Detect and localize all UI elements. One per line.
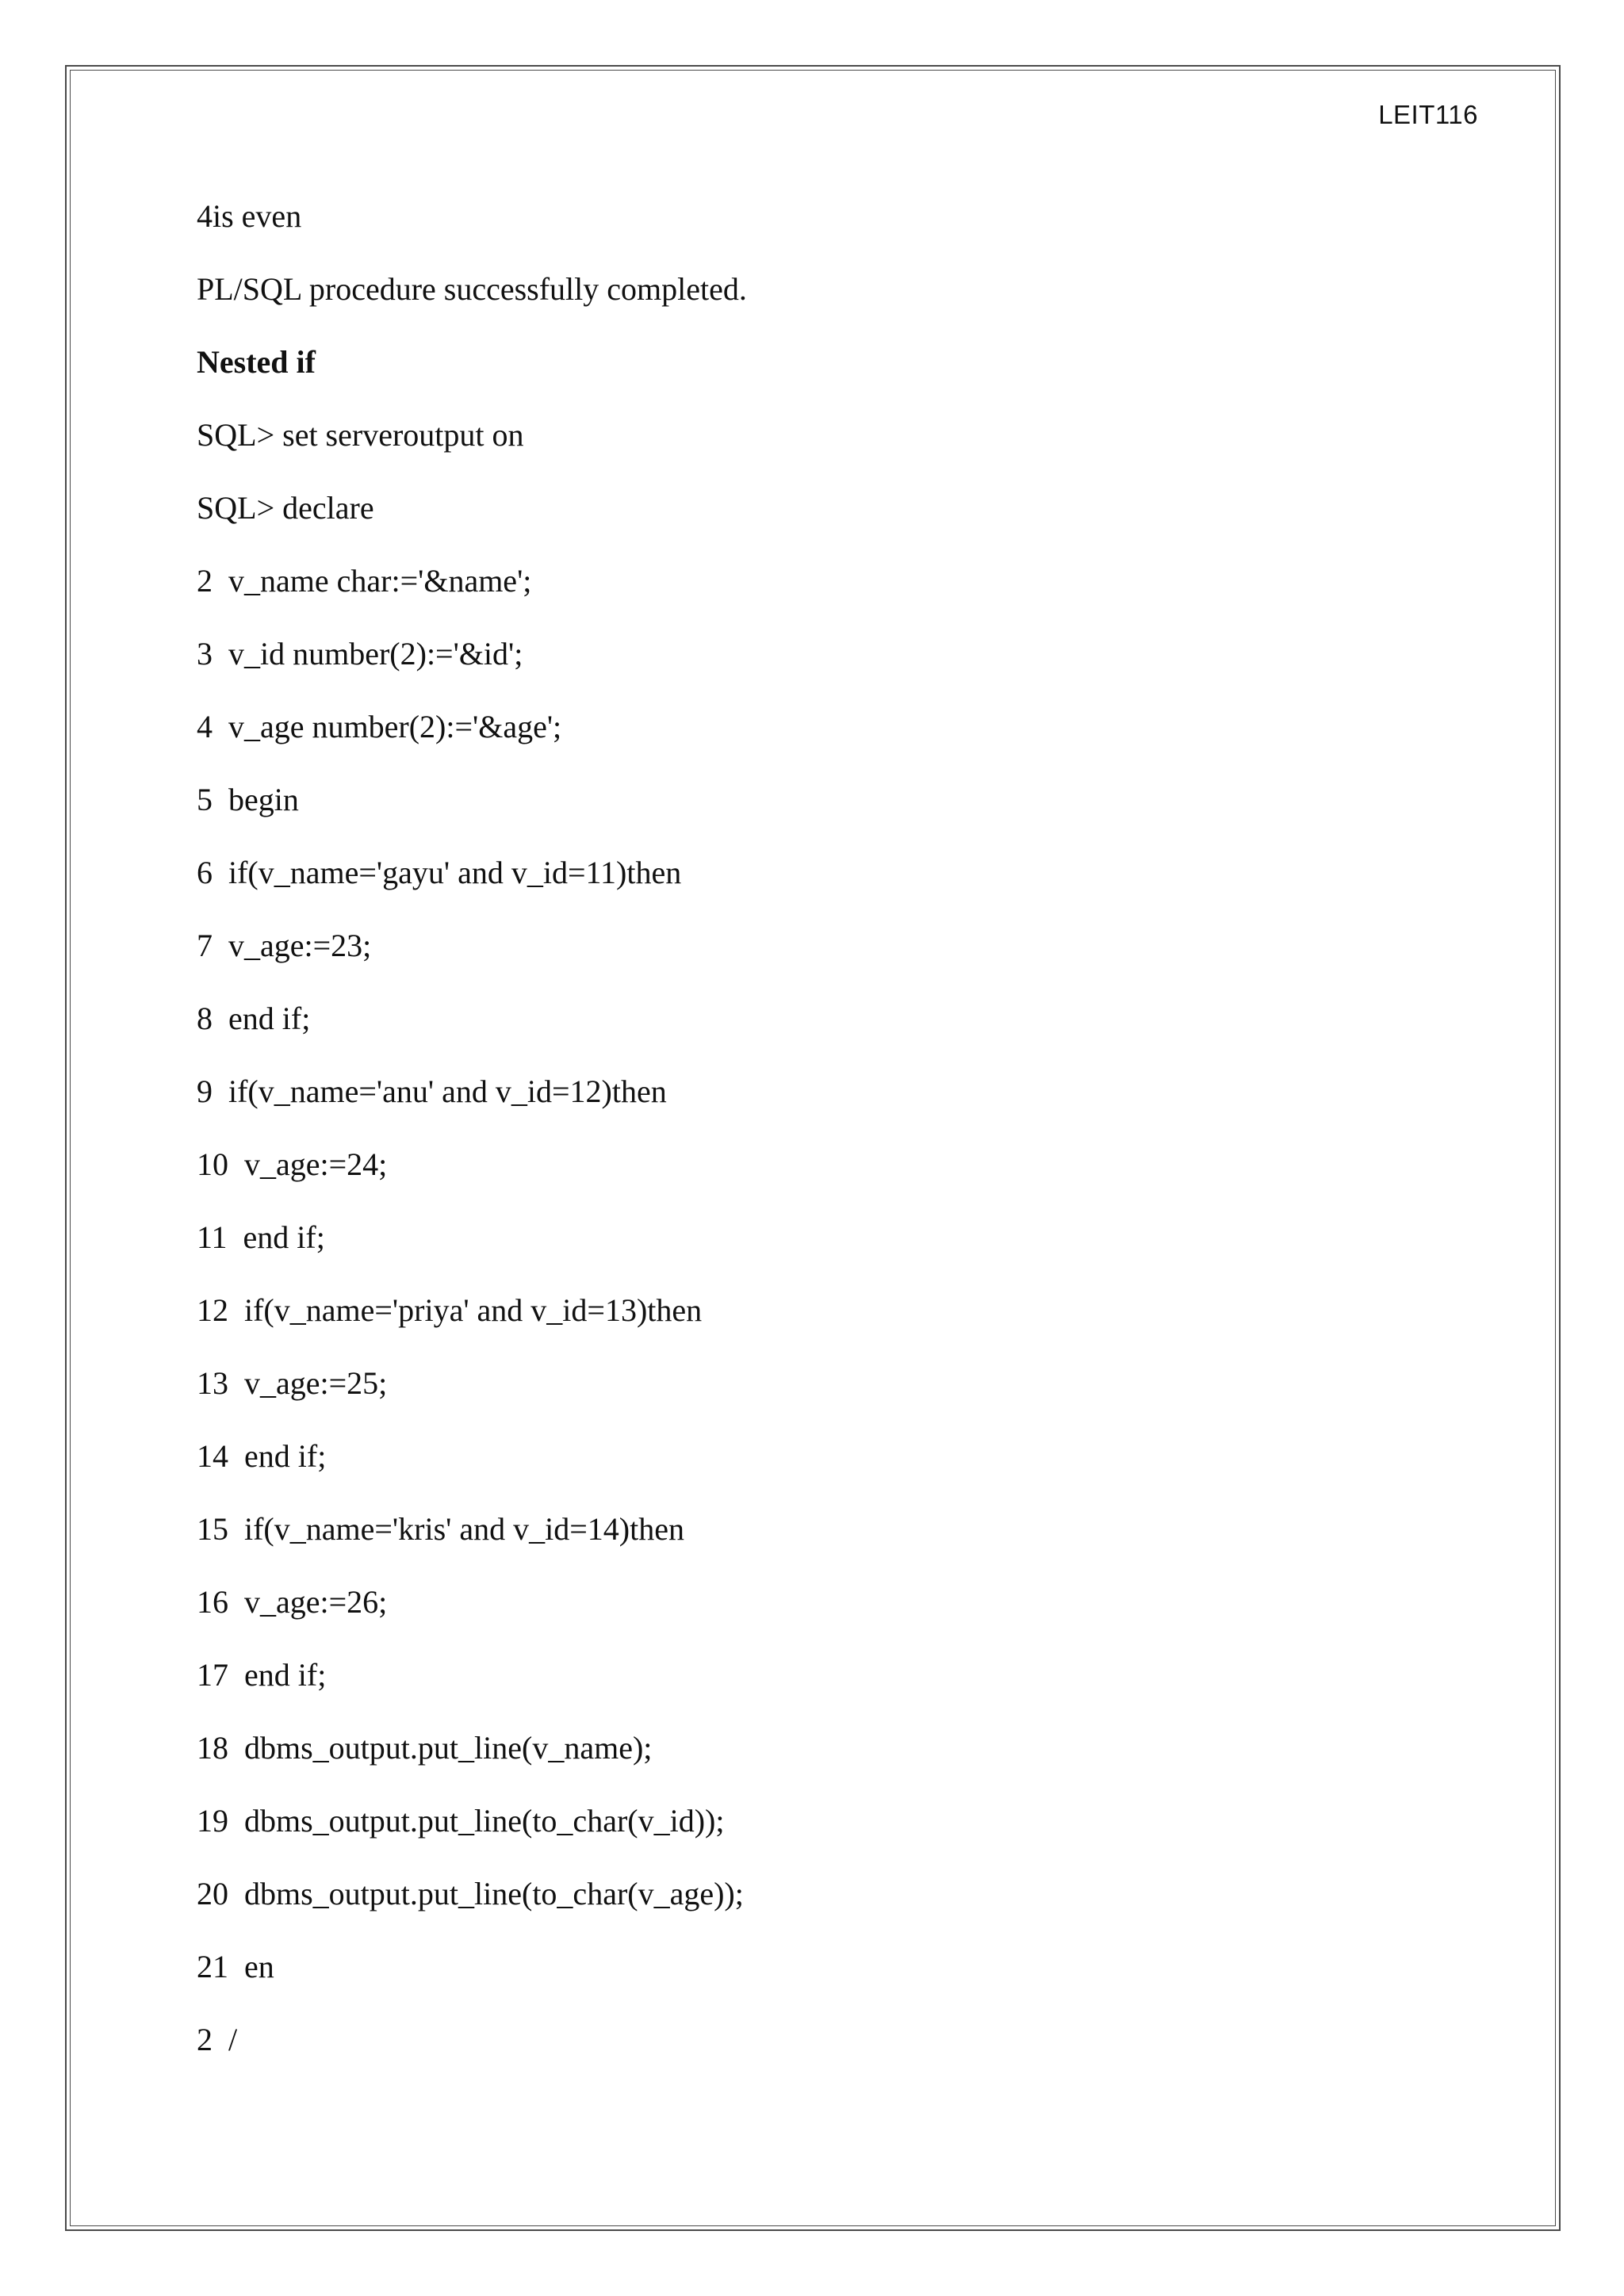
code-line: 21 en	[197, 1949, 274, 1984]
output-line: PL/SQL procedure successfully completed.	[197, 271, 747, 307]
code-line: 19 dbms_output.put_line(to_char(v_id));	[197, 1803, 725, 1839]
code-line: 10 v_age:=24;	[197, 1146, 388, 1182]
code-line: 4 v_age number(2):='&age';	[197, 709, 562, 744]
code-line: 7 v_age:=23;	[197, 928, 372, 963]
code-line: 11 end if;	[197, 1219, 325, 1255]
code-line: 14 end if;	[197, 1438, 327, 1474]
output-line: 4is even	[197, 198, 302, 234]
code-line: 5 begin	[197, 782, 299, 817]
code-line: 15 if(v_name='kris' and v_id=14)then	[197, 1511, 684, 1547]
code-line: 18 dbms_output.put_line(v_name);	[197, 1730, 653, 1766]
code-line: 2 v_name char:='&name';	[197, 563, 532, 599]
code-line: SQL> declare	[197, 490, 374, 526]
code-line: 17 end if;	[197, 1657, 327, 1693]
document-body	[197, 190, 1465, 2087]
code-line: 6 if(v_name='gayu' and v_id=11)then	[197, 855, 682, 890]
document-code: LEIT116	[1378, 100, 1478, 129]
code-line: 9 if(v_name='anu' and v_id=12)then	[197, 1073, 667, 1109]
code-line: 12 if(v_name='priya' and v_id=13)then	[197, 1292, 703, 1328]
code-line: 8 end if;	[197, 1001, 311, 1036]
code-line: 13 v_age:=25;	[197, 1365, 388, 1401]
section-heading: Nested if	[197, 344, 316, 380]
code-line: SQL> set serveroutput on	[197, 417, 524, 453]
code-line: 2 /	[197, 2022, 238, 2057]
code-line: 20 dbms_output.put_line(to_char(v_age));	[197, 1876, 744, 1911]
code-line: 16 v_age:=26;	[197, 1584, 388, 1620]
code-line: 3 v_id number(2):='&id';	[197, 636, 523, 672]
